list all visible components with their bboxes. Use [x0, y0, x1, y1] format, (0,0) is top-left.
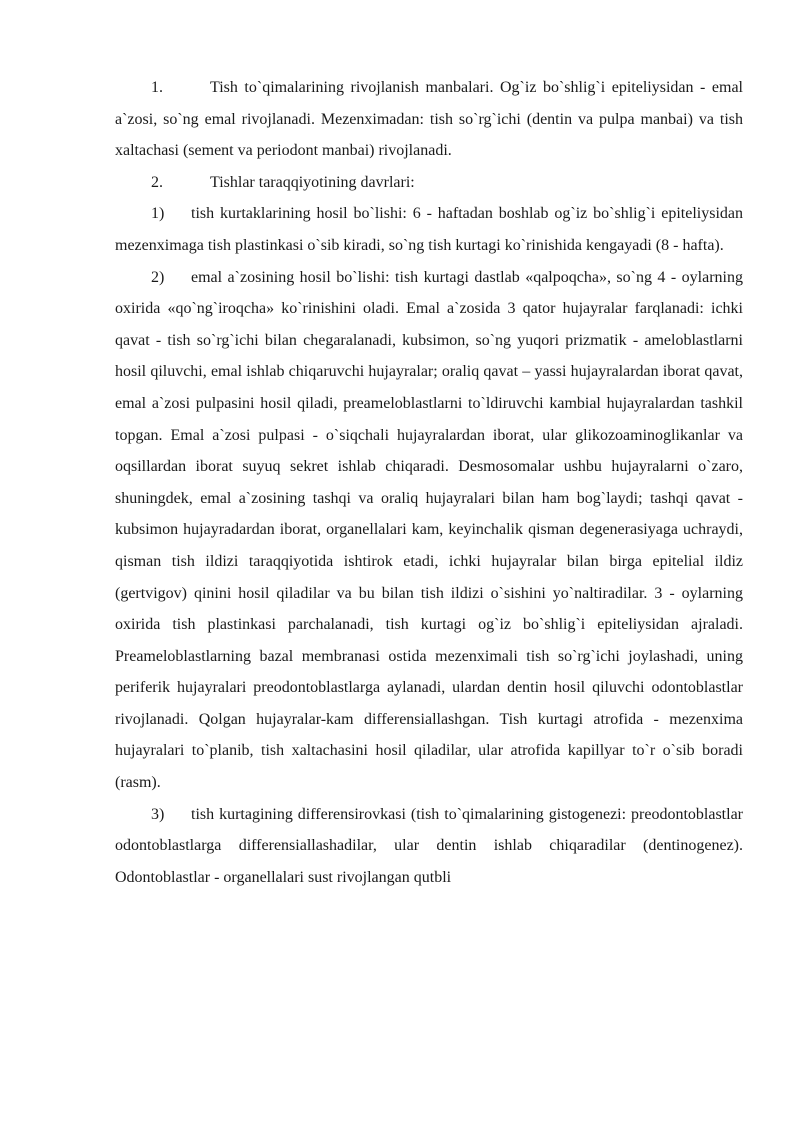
paragraph-2-number: 2.: [151, 173, 163, 191]
paragraph-2: [115, 167, 743, 199]
paragraph-1-number: 1.: [151, 79, 163, 96]
paragraph-5: [115, 799, 743, 894]
paragraph-3: [115, 198, 743, 261]
paragraph-5-text: tish kurtagining differensirovkasi (tish to`qimalarining gistogenezi: preodontoblastlar odontoblastlarga differensiallashadilar, ular dentin ishlab chiqaradilar (dentinogenez). Odontoblastlar - organellalari sust rivojlangan qutbli: [115, 805, 743, 886]
paragraph-1-text: Tish to`qimalarining rivojlanish manbalari. Og`iz bo`shlig`i epiteliysidan - emal a`zosi, so`ng emal rivojlanadi. Mezenximadan: tish so`rg`ichi (dentin va pulpa manbai) va tish xaltachasi (sement va periodont manbai) rivojlanadi.: [115, 79, 743, 160]
paragraph-4: [115, 262, 743, 799]
paragraph-5-number: 3): [151, 805, 165, 823]
paragraph-3-number: 1): [151, 205, 165, 223]
paragraph-2-text: Tishlar taraqqiyotining davrlari:: [210, 173, 415, 191]
paragraph-4-number: 2): [151, 268, 165, 286]
paragraph-1: [115, 72, 743, 167]
paragraph-3-text: tish kurtaklarining hosil bo`lishi: 6 - haftadan boshlab og`iz bo`shlig`i epiteliysidan mezenximaga tish plastinkasi o`sib kiradi, so`ng tish kurtagi ko`rinishida kengayadi (8 - hafta).: [115, 205, 743, 254]
paragraph-4-text: emal a`zosining hosil bo`lishi: tish kurtagi dastlab «qalpoqcha», so`ng 4 - oylarning oxirida «qo`ng`iroqcha» ko`rinishini oladi. Emal a`zosida 3 qator hujayralar farqlanadi: ichki qavat - tish so`rg`ichi bilan chegaralanadi, kubsimon, so`ng yuqori prizmatik - ameloblastlarni hosil qiluvchi, emal ishlab chiqaruvchi hujayralar; oraliq qavat – yassi hujayralardan iborat qavat, emal a`zosi pulpasini hosil qiladi, preameloblastlarni to`ldiruvchi kambial hujayralardan tashkil topgan. Emal a`zosi pulpasi - o`siqchali hujayralardan iborat, ular glikozoaminoglikanlar va oqsillardan iborat suyuq sekret ishlab chiqaradi. Desmosomalar ushbu hujayralarni o`zaro, shuningdek, emal a`zosining tashqi va oraliq hujayralari bilan ham bog`laydi; tashqi qavat - kubsimon hujayradardan iborat, organellalari kam, keyinchalik qisman degenerasiyaga uchraydi, qisman tish ildizi taraqqiyotida ishtirok etadi, ichki hujayralar bilan birga epitelial ildiz (gertvigov) qinini hosil qiladilar va bu bilan tish ildizi o`sishini yo`naltiradilar. 3 - oylarning oxirida tish plastinkasi parchalanadi, tish kurtagi og`iz bo`shlig`i epiteliysidan ajraladi. Preameloblastlarning bazal membranasi ostida mezenximali tish so`rg`ichi joylashadi, uning periferik hujayralari preodontoblastlarga aylanadi, ulardan dentin hosil qiluvchi odontoblastlar rivojlanadi. Qolgan hujayralar-kam differensiallashgan. Tish kurtagi atrofida - mezenxima hujayralari to`planib, tish xaltachasini hosil qiladilar, ular atrofida kapillyar to`r o`sib boradi (rasm).: [115, 268, 743, 792]
document-body: [115, 72, 743, 893]
